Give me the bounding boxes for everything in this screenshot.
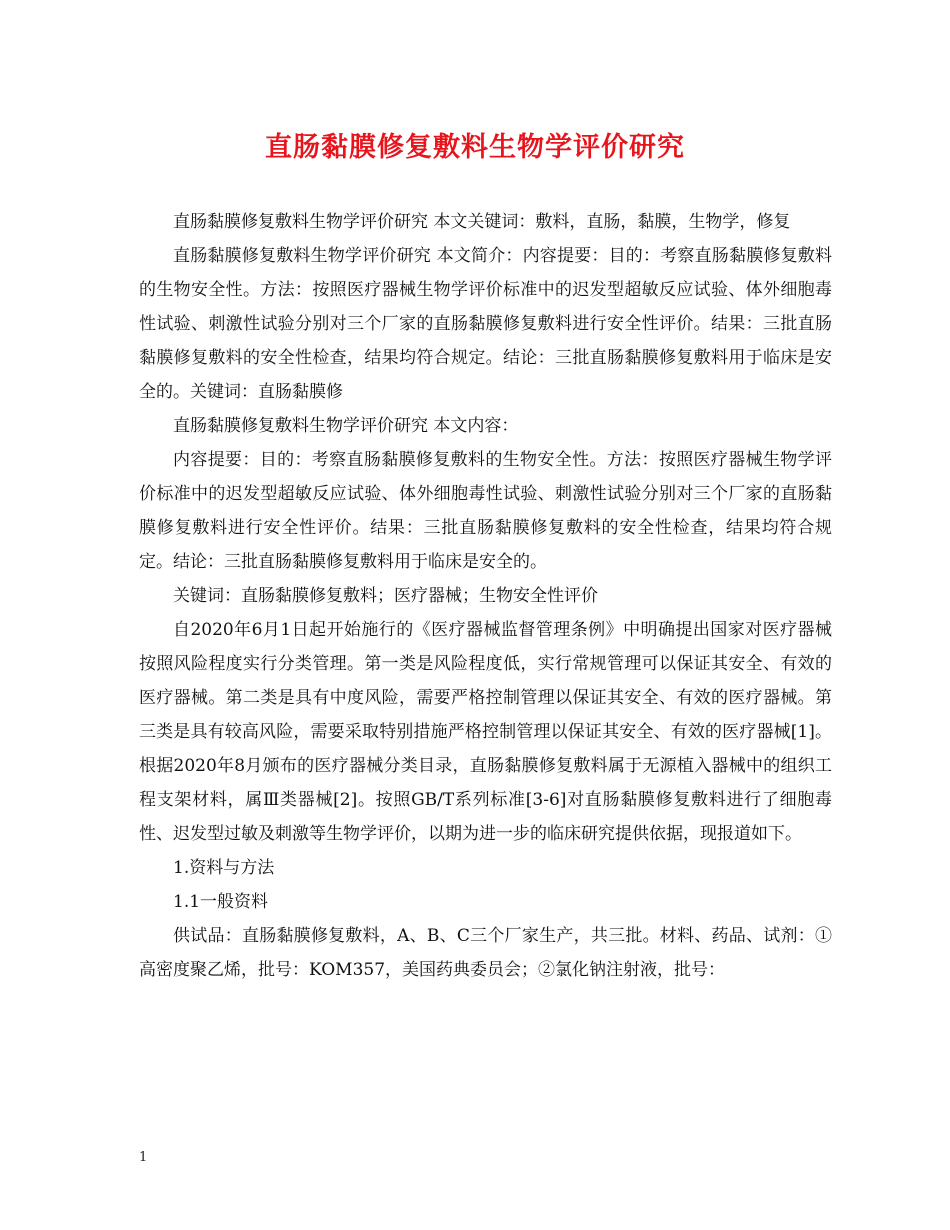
section-heading-materials-methods: 1.资料与方法 xyxy=(173,858,275,878)
abstract-paragraph: 内容提要：目的：考察直肠黏膜修复敷料的生物安全性。方法：按照医疗器械生物学评价标准中的迟发型超敏反应试验、体外细胞毒性试验、刺激性试验分别对三个厂家的直肠黏膜修复敷料进行安全性评价。结果：三批直肠黏膜修复敷料的安全性检查，结果均符合规定。结论：三批直肠黏膜修复敷料用于临床是安全的。 xyxy=(139,450,832,572)
abstract-summary-paragraph: 直肠黏膜修复敷料生物学评价研究 本文简介：内容提要：目的：考察直肠黏膜修复敷料的生物安全性。方法：按照医疗器械生物学评价标准中的迟发型超敏反应试验、体外细胞毒性试验、刺激性试验分别对三个厂家的直肠黏膜修复敷料进行安全性评价。结果：三批直肠黏膜修复敷料的安全性检查，结果均符合规定。结论：三批直肠黏膜修复敷料用于临床是安全的。关键词：直肠黏膜修 xyxy=(139,246,832,402)
subsection-heading-general-info: 1.1一般资料 xyxy=(173,892,269,912)
keywords-summary-paragraph: 直肠黏膜修复敷料生物学评价研究 本文关键词：敷料，直肠，黏膜，生物学，修复 xyxy=(173,212,791,232)
materials-paragraph: 供试品：直肠黏膜修复敷料，A、B、C三个厂家生产，共三批。材料、药品、试剂：①高密度聚乙烯，批号：KOM357，美国药典委员会；②氯化钠注射液，批号： xyxy=(139,926,832,980)
page-number: 1 xyxy=(139,1150,148,1165)
document-body xyxy=(139,205,832,987)
content-heading-paragraph: 直肠黏膜修复敷料生物学评价研究 本文内容： xyxy=(173,416,519,436)
keywords-paragraph: 关键词：直肠黏膜修复敷料；医疗器械；生物安全性评价 xyxy=(173,586,598,606)
document-title: 直肠黏膜修复敷料生物学评价研究 xyxy=(265,132,685,163)
introduction-paragraph: 自2020年6月1日起开始施行的《医疗器械监督管理条例》中明确提出国家对医疗器械按照风险程度实行分类管理。第一类是风险程度低，实行常规管理可以保证其安全、有效的医疗器械。第二类是具有中度风险，需要严格控制管理以保证其安全、有效的医疗器械。第三类是具有较高风险，需要采取特别措施严格控制管理以保证其安全、有效的医疗器械[1]。根据2020年8月颁布的医疗器械分类目录，直肠黏膜修复敷料属于无源植入器械中的组织工程支架材料，属Ⅲ类器械[2]。按照GB/T系列标准[3-6]对直肠黏膜修复敷料进行了细胞毒性、迟发型过敏及刺激等生物学评价，以期为进一步的临床研究提供依据，现报道如下。 xyxy=(139,620,832,844)
